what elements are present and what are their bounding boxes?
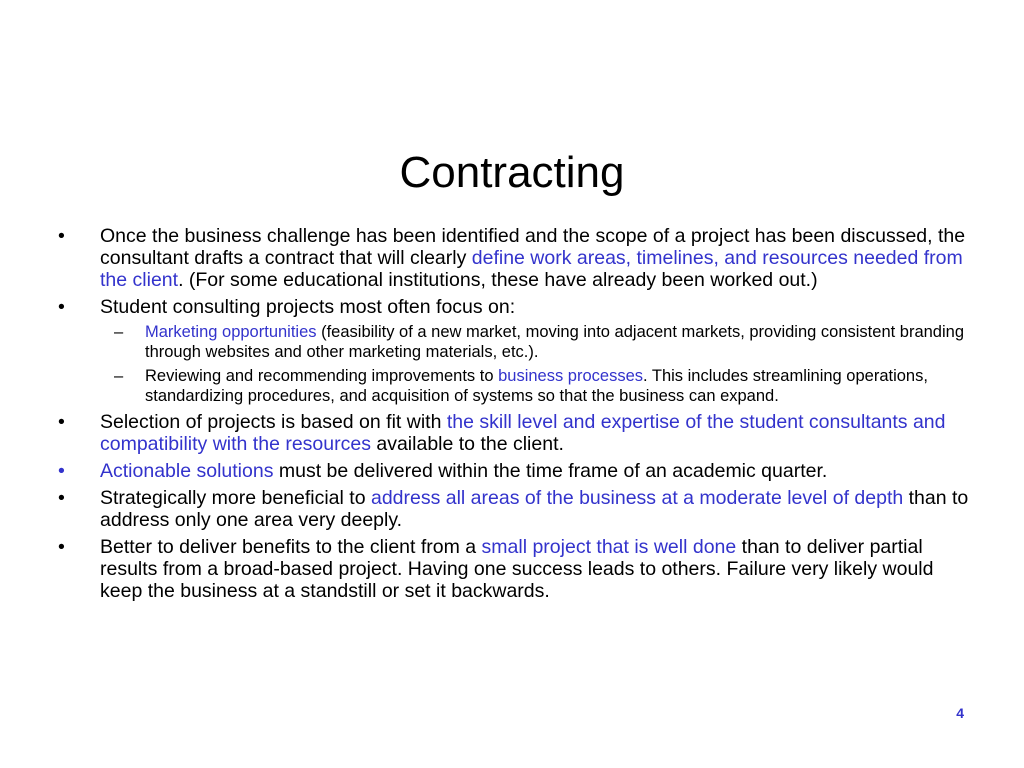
bullet-icon: • [58, 487, 65, 509]
highlight-text: Marketing opportunities [145, 323, 317, 341]
bullet-icon: • [58, 296, 65, 318]
bullet-text: Strategically more beneficial to [100, 487, 371, 509]
highlight-text: define work areas, timelines, and resources needed from the client [100, 247, 963, 291]
bullet-item-actionable [52, 460, 972, 482]
bullet-text: Once the business challenge has been identified and the scope of a project has been discussed, the consultant drafts a contract that will clearly [100, 225, 966, 269]
sub-bullet-marketing [52, 323, 972, 362]
page-number: 4 [956, 705, 964, 721]
slide-title: Contracting [399, 148, 625, 197]
bullet-text: than to address only one area very deeply. [100, 487, 969, 531]
bullet-text: (feasibility of a new market, moving into adjacent markets, providing consistent branding through websites and other marketing materials, etc.). [145, 323, 965, 361]
bullet-icon: • [58, 460, 65, 482]
dash-icon: – [114, 367, 124, 385]
bullet-text: . (For some educational institutions, these have already been worked out.) [178, 269, 818, 291]
bullet-icon: • [58, 411, 65, 433]
bullet-item-benefits [52, 536, 972, 602]
bullet-icon: • [58, 225, 65, 247]
bullet-text: available to the client. [370, 433, 564, 455]
dash-icon: – [114, 323, 124, 341]
bullet-text: Selection of projects is based on fit with [100, 411, 447, 433]
bullet-text: Student consulting projects most often focus on: [100, 296, 516, 318]
bullet-item-selection [52, 411, 972, 455]
bullet-icon: • [58, 536, 65, 558]
bullet-text: . This includes streamlining operations, standardizing procedures, and acquisition of systems so that the business can expand. [145, 367, 928, 405]
highlight-text: address all areas of the business at a moderate level of depth [370, 487, 904, 509]
sub-bullet-processes [52, 367, 972, 406]
highlight-text: the skill level and expertise of the student consultants and compatibility with the resources [100, 411, 946, 455]
bullet-text: must be delivered within the time frame of an academic quarter. [273, 460, 828, 482]
bullet-text: than to deliver partial results from a broad-based project. Having one success leads to others. Failure very likely would keep the business at a standstill or set it backwards. [100, 536, 934, 602]
slide-body [52, 225, 972, 607]
bullet-item-strategy [52, 487, 972, 531]
bullet-text: Reviewing and recommending improvements to [145, 367, 499, 385]
highlight-text: business processes [498, 367, 644, 385]
bullet-item-contract [52, 225, 972, 291]
bullet-text: Better to deliver benefits to the client from a [100, 536, 482, 558]
bullet-item-focus [52, 296, 972, 318]
highlight-text: small project that is well done [481, 536, 737, 558]
highlight-text: Actionable solutions [100, 460, 274, 482]
